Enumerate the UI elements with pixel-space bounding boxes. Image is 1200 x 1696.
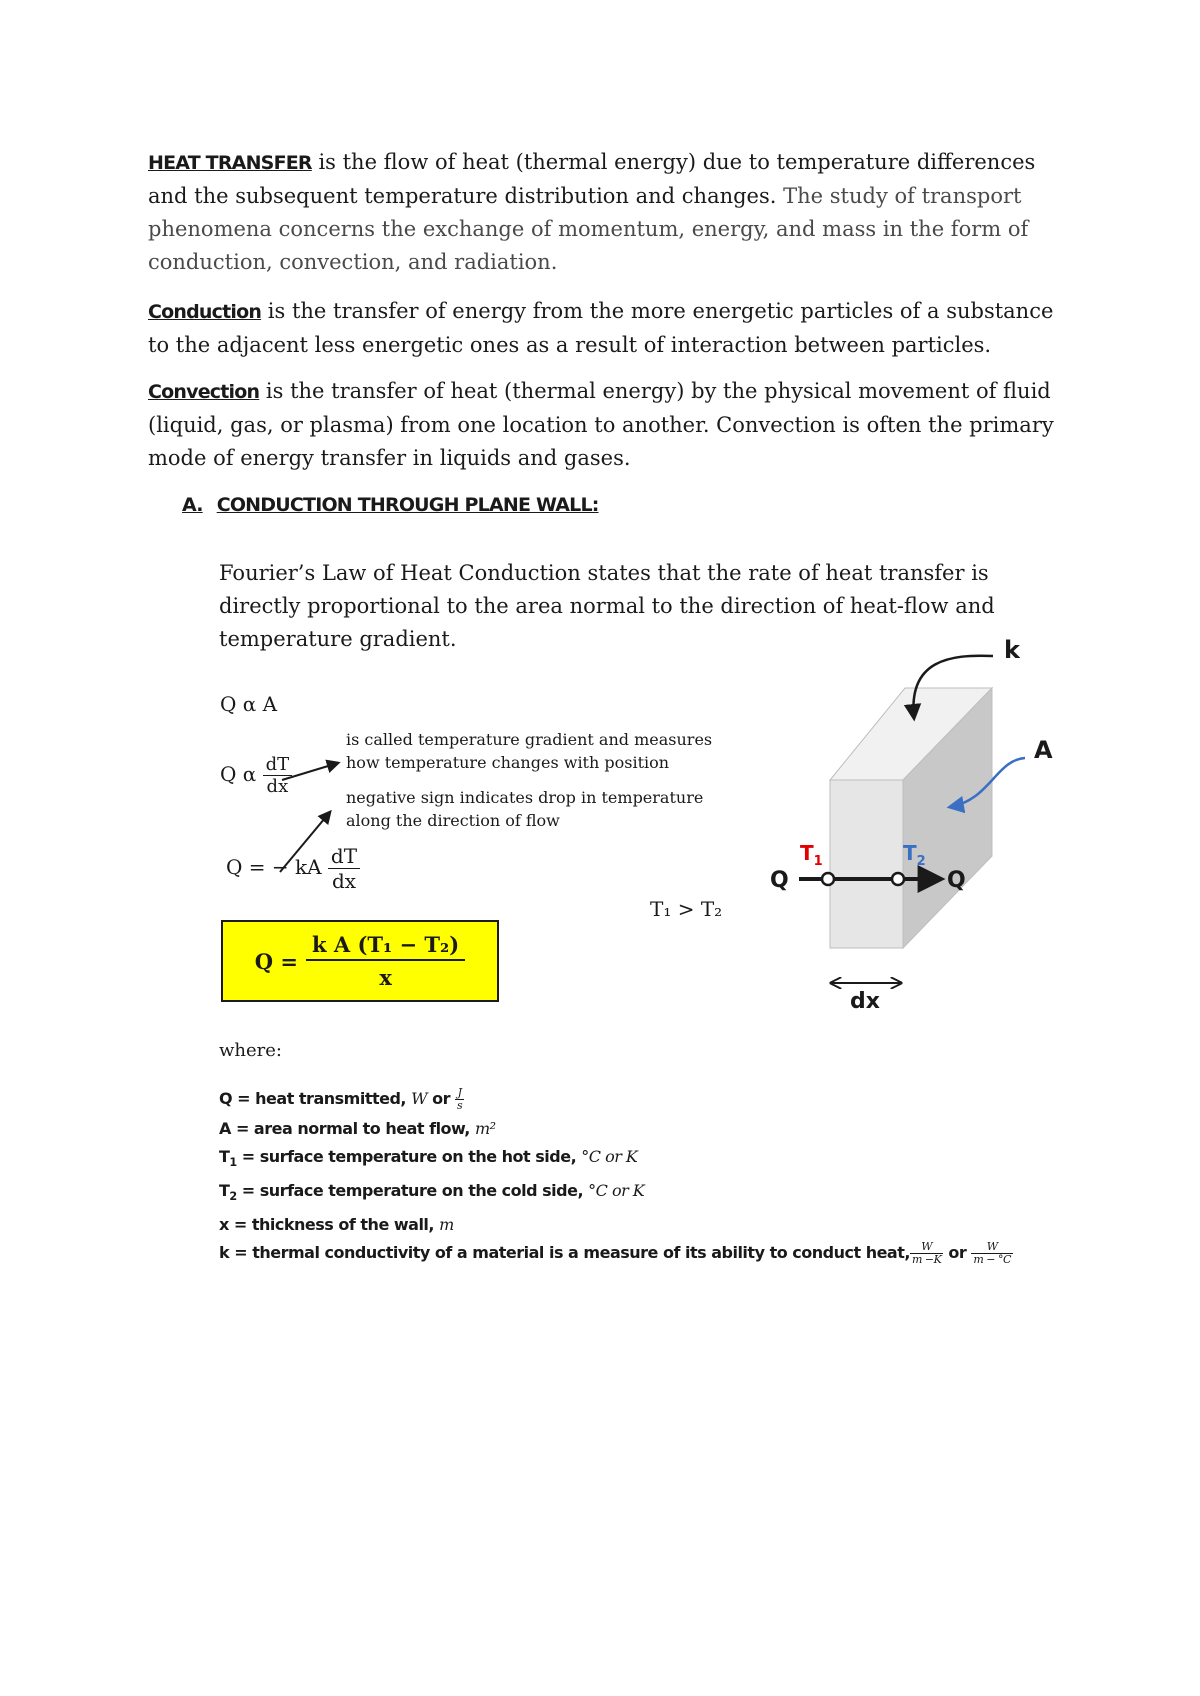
thickness-label: dx bbox=[850, 989, 880, 1014]
definition-q: Q = heat transmitted, W or $\frac{J}{s}$ bbox=[219, 1086, 463, 1112]
temperature-relation: T₁ > T₂ bbox=[650, 897, 723, 921]
k-label: k bbox=[1004, 636, 1020, 664]
convection-text: is the transfer of heat (thermal energy) by the physical movement of fluid (liquid, gas, or plasma) from one location to another. Convection is often the primary mode of energy transfer in liquids and gases. bbox=[148, 379, 1054, 470]
definition-a: A = area normal to heat flow, m² bbox=[219, 1119, 496, 1138]
q-in-label: Q bbox=[770, 868, 789, 893]
heat-transfer-term: HEAT TRANSFER bbox=[148, 152, 312, 174]
box-lhs: Q = bbox=[254, 948, 298, 974]
t1-label: $T_1$ bbox=[800, 841, 823, 869]
area-label: A bbox=[1034, 736, 1053, 764]
intro-text: is the flow of heat (thermal energy) due to temperature differences and the subsequent temperature distribution and changes. bbox=[148, 150, 1036, 208]
fraction-denominator: dx bbox=[266, 776, 289, 797]
t2-node bbox=[892, 873, 904, 885]
definition-x: x = thickness of the wall, m bbox=[219, 1215, 454, 1235]
intro-text-gray: The study of transport phenomena concerns the exchange of momentum, energy, and mass in the form of conduction, convection, and radiation. bbox=[148, 184, 1029, 274]
gradient-note: is called temperature gradient and measures how temperature changes with position bbox=[346, 730, 713, 772]
where-label: where: bbox=[219, 1040, 282, 1061]
fourier-law-paragraph: Fourier’s Law of Heat Conduction states that the rate of heat transfer is directly proportional to the area normal to the direction of heat-flow and temperature gradient. bbox=[219, 561, 995, 651]
conduction-term: Conduction bbox=[148, 301, 262, 323]
wall-front-face bbox=[830, 780, 903, 948]
q-out-label: Q bbox=[947, 868, 966, 893]
definition-t2: $T_2$ = surface temperature on the cold side, °C or K bbox=[219, 1181, 645, 1204]
fraction-denominator: dx bbox=[331, 869, 357, 893]
definition-k: k = thermal conductivity of a material is a measure of its ability to conduct heat, $\frac{W}{m -K}$ or $\frac{W}{m - ^\circ C}$ bbox=[219, 1240, 1011, 1267]
t1-node bbox=[822, 873, 834, 885]
joule-per-second-fraction: $\frac{J}{s}$ bbox=[457, 1086, 463, 1112]
gradient-pointer-arrow bbox=[282, 763, 338, 780]
w-per-m-c-fraction: $\frac{W}{m - ^\circ C}$ bbox=[973, 1240, 1011, 1267]
equation-lhs: Q α bbox=[220, 762, 263, 786]
equation-q-alpha-a: Q α A bbox=[220, 692, 278, 716]
sign-note: negative sign indicates drop in temperature along the direction of flow bbox=[346, 788, 704, 830]
box-numerator: k A (T₁ − T₂) bbox=[306, 932, 465, 961]
box-denominator: x bbox=[379, 965, 392, 990]
fraction-numerator: dT bbox=[263, 754, 293, 776]
section-title: CONDUCTION THROUGH PLANE WALL: bbox=[216, 494, 599, 516]
w-per-m-k-fraction: $\frac{W}{m -K}$ bbox=[911, 1240, 942, 1267]
definition-t1: $T_1$ = surface temperature on the hot side, °C or K bbox=[219, 1147, 638, 1170]
variable-definitions bbox=[219, 1085, 1119, 1267]
equation-lhs: Q = − kA bbox=[226, 855, 328, 879]
section-number: A. bbox=[182, 494, 203, 516]
fraction-numerator: dT bbox=[328, 844, 360, 869]
sign-pointer-arrow bbox=[280, 812, 330, 872]
conduction-text: is the transfer of energy from the more energetic particles of a substance to the adjacent less energetic ones as a result of interaction between particles. bbox=[148, 299, 1054, 357]
t2-label: $T_2$ bbox=[903, 841, 926, 869]
convection-term: Convection bbox=[148, 381, 260, 403]
